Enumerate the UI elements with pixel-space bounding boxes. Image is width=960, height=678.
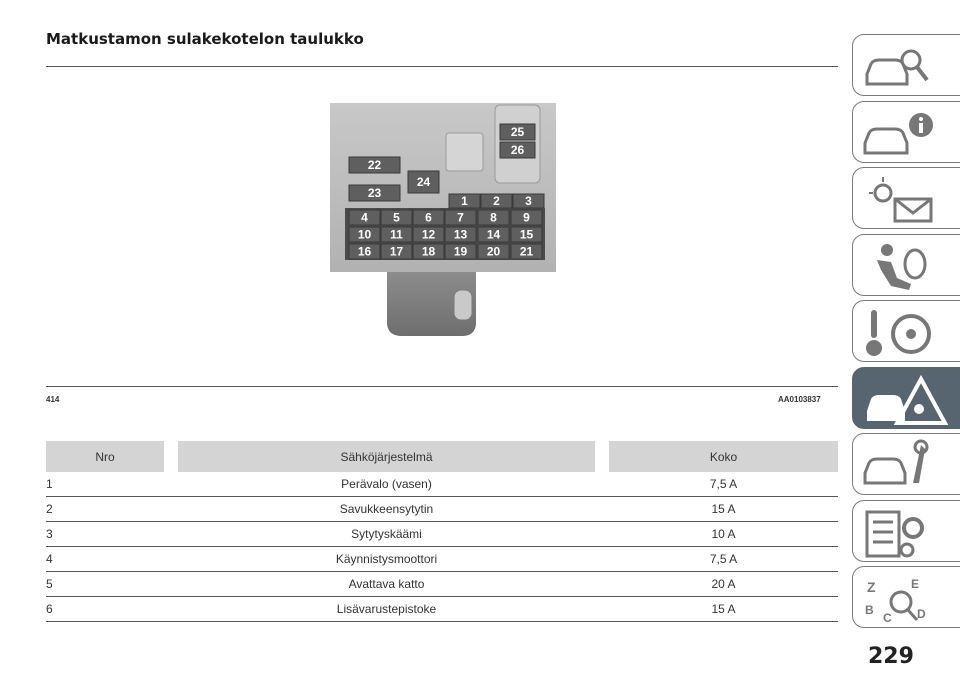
cell-gap: [164, 547, 178, 572]
fuse-label: 11: [390, 227, 403, 242]
cell-size: 10 A: [609, 522, 838, 547]
fuse-label: 26: [510, 143, 525, 157]
chapter-tab-2[interactable]: [852, 101, 960, 163]
header-gap: [164, 441, 178, 472]
cell-gap: [164, 497, 178, 522]
fuse-label: 15: [519, 227, 534, 242]
cell-system: Savukkeensytytin: [178, 497, 595, 522]
header-size: Koko: [609, 441, 838, 472]
cell-system: Lisävarustepistoke: [178, 597, 595, 622]
table-row: [46, 522, 838, 547]
figure-code: AA0103837: [778, 395, 821, 404]
cell-nro: 1: [46, 472, 164, 497]
relay-slot: [446, 133, 483, 171]
cell-gap: [595, 472, 609, 497]
alphabet-index-icon: [861, 572, 951, 626]
chapter-tab-3[interactable]: [852, 167, 960, 229]
fuse-label: 5: [393, 210, 400, 225]
chapter-tab-9[interactable]: [852, 566, 960, 628]
fuse-label: 12: [421, 227, 436, 242]
svg-text:Z: Z: [867, 579, 876, 595]
fuse-label: 3: [525, 194, 532, 208]
fuse-label: 24: [416, 175, 431, 189]
cell-gap: [595, 522, 609, 547]
tab-slot: [454, 290, 472, 320]
cell-nro: 5: [46, 572, 164, 597]
svg-text:B: B: [865, 603, 874, 617]
fuse-label: 8: [490, 210, 497, 225]
fuse-label: 2: [493, 194, 500, 208]
car-search-icon: [861, 40, 951, 94]
fuse-label: 7: [457, 210, 464, 225]
cell-gap: [164, 572, 178, 597]
cell-system: Sytytyskäämi: [178, 522, 595, 547]
chapter-tab-8[interactable]: [852, 500, 960, 562]
car-info-icon: [861, 107, 951, 161]
page-number: 229: [868, 644, 914, 669]
fuse-label: 9: [523, 210, 530, 225]
key-steering-wheel-icon: [861, 306, 951, 360]
fuse-label: 25: [510, 125, 525, 139]
page-title: Matkustamon sulakekotelon taulukko: [46, 30, 364, 48]
fuse-table: [46, 441, 838, 622]
cell-gap: [164, 597, 178, 622]
cell-gap: [164, 472, 178, 497]
warning-lights-message-icon: [861, 173, 951, 227]
chapter-tab-5[interactable]: [852, 300, 960, 362]
cell-system: Käynnistysmoottori: [178, 547, 595, 572]
svg-text:D: D: [917, 607, 926, 621]
table-header-row: [46, 441, 838, 472]
cell-size: 15 A: [609, 597, 838, 622]
cell-gap: [164, 522, 178, 547]
airbag-seat-icon: [861, 240, 951, 294]
fuse-label: 21: [519, 244, 534, 259]
table-row: [46, 572, 838, 597]
table-row: [46, 597, 838, 622]
chapter-tab-4[interactable]: [852, 234, 960, 296]
cell-system: Avattava katto: [178, 572, 595, 597]
fuse-label: 19: [453, 244, 468, 259]
header-gap: [595, 441, 609, 472]
cell-size: 20 A: [609, 572, 838, 597]
cell-nro: 4: [46, 547, 164, 572]
table-row: [46, 472, 838, 497]
cell-gap: [595, 597, 609, 622]
fuse-label: 22: [367, 158, 382, 172]
cell-gap: [595, 572, 609, 597]
figure-number: 414: [46, 395, 60, 404]
specs-gears-icon: [861, 506, 951, 560]
fuse-label: 10: [357, 227, 372, 242]
fuse-label: 14: [486, 227, 501, 242]
fuse-label: 13: [453, 227, 468, 242]
car-emergency-warning-icon: [861, 373, 951, 427]
fuse-label: 6: [425, 210, 432, 225]
cell-system: Perävalo (vasen): [178, 472, 595, 497]
chapter-tab-7[interactable]: [852, 433, 960, 495]
fuse-label: 20: [486, 244, 501, 259]
cell-size: 15 A: [609, 497, 838, 522]
fuse-label: 17: [389, 244, 404, 259]
fuse-label: 18: [421, 244, 436, 259]
svg-text:E: E: [911, 577, 920, 591]
fuse-label: 16: [357, 244, 372, 259]
header-nro: Nro: [46, 441, 164, 472]
cell-gap: [595, 547, 609, 572]
table-row: [46, 497, 838, 522]
car-wrench-icon: [861, 439, 951, 493]
fuse-label: 23: [367, 186, 382, 200]
cell-size: 7,5 A: [609, 472, 838, 497]
fuse-label: 4: [361, 210, 368, 225]
figure-rule: [46, 386, 838, 387]
chapter-tab-1[interactable]: [852, 34, 960, 96]
chapter-tab-6[interactable]: [852, 367, 960, 429]
cell-nro: 2: [46, 497, 164, 522]
fuse-label: 1: [461, 194, 468, 208]
svg-text:C: C: [883, 611, 892, 625]
cell-nro: 6: [46, 597, 164, 622]
table-row: [46, 547, 838, 572]
header-system: Sähköjärjestelmä: [178, 441, 595, 472]
cell-nro: 3: [46, 522, 164, 547]
cell-gap: [595, 497, 609, 522]
cell-size: 7,5 A: [609, 547, 838, 572]
